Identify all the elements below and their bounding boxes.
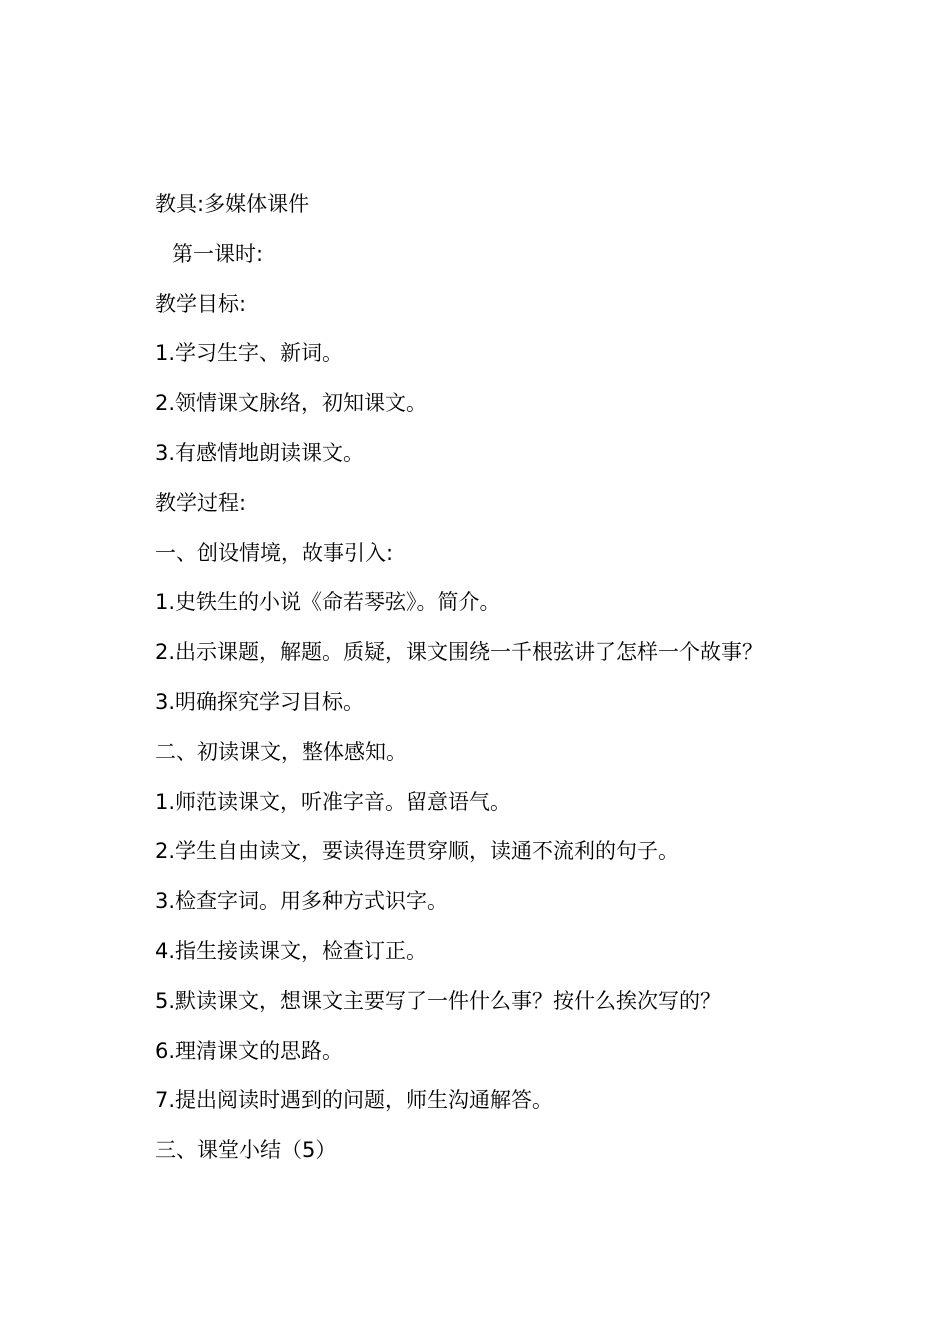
goal-item: 3.有感情地朗读课文。 bbox=[155, 440, 365, 465]
section-heading: 二、初读课文，整体感知。 bbox=[155, 739, 407, 764]
process-item: 5.默读课文，想课文主要写了一件什么事？按什么挨次写的？ bbox=[155, 988, 722, 1013]
process-item: 2.出示课题，解题。质疑，课文围绕一千根弦讲了怎样一个故事？ bbox=[155, 640, 764, 665]
teaching-process-heading: 教学过程: bbox=[155, 490, 247, 515]
process-item: 4.指生接读课文，检查订正。 bbox=[155, 938, 428, 963]
process-item: 1.史铁生的小说《命若琴弦》。简介。 bbox=[155, 590, 501, 615]
teaching-aids-line: 教具:多媒体课件 bbox=[155, 192, 310, 216]
process-item: 3.明确探究学习目标。 bbox=[155, 689, 365, 714]
process-item: 1.师范读课文，听准字音。留意语气。 bbox=[155, 789, 512, 814]
process-item: 7.提出阅读时遇到的问题，师生沟通解答。 bbox=[155, 1088, 554, 1113]
process-item: 6.理清课文的思路。 bbox=[155, 1038, 344, 1063]
document-body bbox=[155, 186, 855, 1182]
lesson-one-heading: 第一课时: bbox=[172, 241, 264, 266]
teaching-goals-heading: 教学目标: bbox=[155, 291, 247, 316]
process-item: 2.学生自由读文，要读得连贯穿顺，读通不流利的句子。 bbox=[155, 839, 680, 864]
goal-item: 2.领情课文脉络，初知课文。 bbox=[155, 391, 428, 416]
section-heading: 三、课堂小结（5） bbox=[155, 1138, 337, 1163]
process-item: 3.检查字词。用多种方式识字。 bbox=[155, 889, 449, 914]
section-heading: 一、创设情境，故事引入: bbox=[155, 540, 394, 565]
goal-item: 1.学习生字、新词。 bbox=[155, 341, 344, 366]
